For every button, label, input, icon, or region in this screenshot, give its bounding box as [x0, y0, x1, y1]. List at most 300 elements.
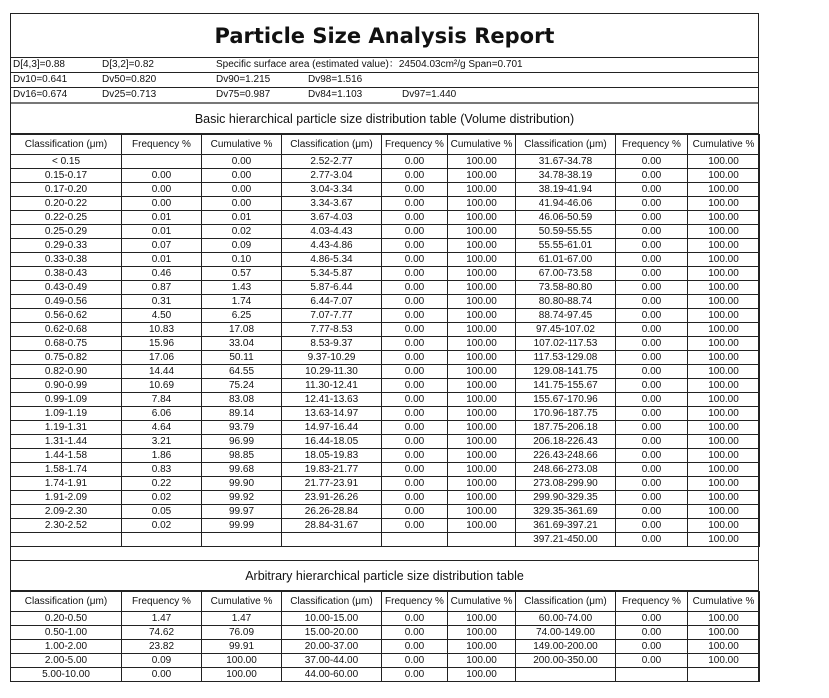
- table-cell: 187.75-206.18: [516, 421, 616, 435]
- column-header: Classification (μm): [516, 135, 616, 155]
- table-cell: 200.00-350.00: [516, 654, 616, 668]
- table-cell: 100.00: [448, 491, 516, 505]
- table-cell: 0.01: [202, 211, 282, 225]
- table-cell: 100.00: [688, 654, 760, 668]
- table-cell: 0.00: [382, 239, 448, 253]
- table-cell: 100.00: [448, 253, 516, 267]
- table-row: [11, 612, 760, 626]
- column-header: Frequency %: [382, 135, 448, 155]
- table-cell: 4.86-5.34: [282, 253, 382, 267]
- table-cell: 100.00: [448, 295, 516, 309]
- table-cell: 0.00: [122, 169, 202, 183]
- table-cell: 0.00: [382, 183, 448, 197]
- table-cell: [122, 533, 202, 547]
- column-header: Classification (μm): [516, 592, 616, 612]
- table-cell: 0.00: [616, 379, 688, 393]
- table-row: [11, 519, 760, 533]
- table-cell: 7.07-7.77: [282, 309, 382, 323]
- table-cell: 1.91-2.09: [11, 491, 122, 505]
- table-cell: 0.07: [122, 239, 202, 253]
- table-cell: 10.83: [122, 323, 202, 337]
- table-cell: 299.90-329.35: [516, 491, 616, 505]
- table-cell: 155.67-170.96: [516, 393, 616, 407]
- table-cell: 99.99: [202, 519, 282, 533]
- statistic-value: Dv84=1.103: [308, 89, 363, 100]
- table-cell: 0.00: [382, 365, 448, 379]
- table-cell: 0.00: [382, 337, 448, 351]
- table-cell: 100.00: [688, 491, 760, 505]
- table-cell: 6.44-7.07: [282, 295, 382, 309]
- table-cell: 361.69-397.21: [516, 519, 616, 533]
- table-cell: 0.00: [382, 654, 448, 668]
- table-cell: 0.00: [382, 281, 448, 295]
- table-cell: 99.68: [202, 463, 282, 477]
- table-cell: 100.00: [688, 253, 760, 267]
- table-cell: 100.00: [688, 155, 760, 169]
- table-cell: < 0.15: [11, 155, 122, 169]
- table-cell: 33.04: [202, 337, 282, 351]
- table-header-row: [11, 592, 760, 612]
- table-cell: 14.44: [122, 365, 202, 379]
- table-cell: 0.02: [122, 491, 202, 505]
- table-row: [11, 169, 760, 183]
- statistic-value: Dv90=1.215: [216, 74, 271, 85]
- table-cell: 0.00: [382, 169, 448, 183]
- table-cell: 17.08: [202, 323, 282, 337]
- table-cell: 100.00: [448, 365, 516, 379]
- column-header: Cumulative %: [688, 592, 760, 612]
- table-cell: 100.00: [448, 225, 516, 239]
- table-cell: 60.00-74.00: [516, 612, 616, 626]
- table-row: [11, 309, 760, 323]
- table-cell: 100.00: [688, 309, 760, 323]
- table-cell: 1.47: [202, 612, 282, 626]
- table-cell: 2.09-2.30: [11, 505, 122, 519]
- column-header: Cumulative %: [448, 592, 516, 612]
- table-cell: 100.00: [688, 505, 760, 519]
- table-cell: 0.46: [122, 267, 202, 281]
- table-cell: 0.00: [382, 407, 448, 421]
- table-cell: 0.00: [616, 253, 688, 267]
- table-cell: 5.34-5.87: [282, 267, 382, 281]
- table-cell: 4.43-4.86: [282, 239, 382, 253]
- table-cell: 100.00: [688, 281, 760, 295]
- table-row: [11, 267, 760, 281]
- statistic-value: Dv50=0.820: [102, 74, 157, 85]
- table-cell: 0.00: [382, 309, 448, 323]
- table-cell: 17.06: [122, 351, 202, 365]
- table-row: [11, 477, 760, 491]
- table-cell: 0.00: [382, 393, 448, 407]
- table-cell: [688, 668, 760, 682]
- table-cell: 100.00: [688, 337, 760, 351]
- table-row: [11, 155, 760, 169]
- table-cell: 0.00: [616, 393, 688, 407]
- table-cell: 0.00: [616, 225, 688, 239]
- table-cell: 0.00: [616, 654, 688, 668]
- table-cell: 100.00: [688, 407, 760, 421]
- column-header: Frequency %: [122, 135, 202, 155]
- table-cell: 97.45-107.02: [516, 323, 616, 337]
- statistic-value: D[4,3]=0.88: [13, 59, 65, 70]
- table-cell: 0.00: [382, 421, 448, 435]
- table-cell: 6.06: [122, 407, 202, 421]
- table-cell: 100.00: [688, 197, 760, 211]
- table-row: [11, 449, 760, 463]
- column-header: Classification (μm): [11, 135, 122, 155]
- column-header: Cumulative %: [202, 592, 282, 612]
- table-cell: 34.78-38.19: [516, 169, 616, 183]
- table-cell: 0.00: [616, 337, 688, 351]
- statistic-value: Dv75=0.987: [216, 89, 271, 100]
- table-cell: 0.00: [616, 477, 688, 491]
- table-cell: 397.21-450.00: [516, 533, 616, 547]
- table-cell: 0.09: [202, 239, 282, 253]
- table-cell: 100.00: [688, 519, 760, 533]
- column-header: Cumulative %: [202, 135, 282, 155]
- table-row: [11, 197, 760, 211]
- table-cell: 100.00: [688, 379, 760, 393]
- table-cell: 2.00-5.00: [11, 654, 122, 668]
- table-cell: 170.96-187.75: [516, 407, 616, 421]
- info-row: [11, 73, 758, 88]
- table-row: [11, 393, 760, 407]
- table-cell: 1.74-1.91: [11, 477, 122, 491]
- table-cell: [516, 668, 616, 682]
- table-cell: 2.52-2.77: [282, 155, 382, 169]
- table-cell: 100.00: [688, 295, 760, 309]
- table-cell: 4.03-4.43: [282, 225, 382, 239]
- table-cell: 100.00: [448, 337, 516, 351]
- table-cell: 0.00: [616, 183, 688, 197]
- table-cell: 89.14: [202, 407, 282, 421]
- table-cell: 100.00: [448, 668, 516, 682]
- table-cell: 0.00: [382, 211, 448, 225]
- table-cell: 100.00: [448, 155, 516, 169]
- column-header: Frequency %: [122, 592, 202, 612]
- table-cell: 100.00: [448, 211, 516, 225]
- report-title: Particle Size Analysis Report: [11, 14, 758, 58]
- table-cell: 100.00: [688, 169, 760, 183]
- table-cell: 3.34-3.67: [282, 197, 382, 211]
- table-cell: 0.00: [616, 295, 688, 309]
- info-row: [11, 88, 758, 104]
- table-cell: [282, 533, 382, 547]
- table-cell: 0.00: [616, 640, 688, 654]
- table-cell: 50.11: [202, 351, 282, 365]
- table-cell: 0.00: [382, 449, 448, 463]
- table-cell: 100.00: [448, 323, 516, 337]
- table-cell: 1.44-1.58: [11, 449, 122, 463]
- table-cell: 26.26-28.84: [282, 505, 382, 519]
- table-cell: [448, 533, 516, 547]
- table-cell: 0.00: [616, 155, 688, 169]
- table-cell: 80.80-88.74: [516, 295, 616, 309]
- table-cell: 0.00: [122, 668, 202, 682]
- table-cell: 226.43-248.66: [516, 449, 616, 463]
- table-cell: 41.94-46.06: [516, 197, 616, 211]
- table-cell: 0.00: [382, 435, 448, 449]
- table-cell: 100.00: [448, 449, 516, 463]
- table-cell: 67.00-73.58: [516, 267, 616, 281]
- table-cell: 0.56-0.62: [11, 309, 122, 323]
- column-header: Frequency %: [616, 592, 688, 612]
- table-cell: 99.97: [202, 505, 282, 519]
- table-cell: 0.00: [616, 309, 688, 323]
- table-cell: 3.67-4.03: [282, 211, 382, 225]
- table-cell: 8.53-9.37: [282, 337, 382, 351]
- table-cell: 100.00: [448, 435, 516, 449]
- table-row: [11, 379, 760, 393]
- table-cell: 129.08-141.75: [516, 365, 616, 379]
- table-cell: 0.83: [122, 463, 202, 477]
- table-cell: 5.87-6.44: [282, 281, 382, 295]
- table-cell: 1.09-1.19: [11, 407, 122, 421]
- table-cell: 0.43-0.49: [11, 281, 122, 295]
- table-cell: 37.00-44.00: [282, 654, 382, 668]
- table-cell: 0.00: [616, 365, 688, 379]
- table-cell: 18.05-19.83: [282, 449, 382, 463]
- table-cell: 100.00: [448, 463, 516, 477]
- table-cell: 6.25: [202, 309, 282, 323]
- table-cell: [11, 533, 122, 547]
- column-header: Classification (μm): [282, 135, 382, 155]
- table-cell: 0.00: [202, 197, 282, 211]
- table-cell: 0.00: [616, 626, 688, 640]
- table-cell: 0.00: [616, 421, 688, 435]
- table-cell: 64.55: [202, 365, 282, 379]
- table-cell: 248.66-273.08: [516, 463, 616, 477]
- table-cell: 15.00-20.00: [282, 626, 382, 640]
- table-cell: 3.21: [122, 435, 202, 449]
- table-cell: 74.62: [122, 626, 202, 640]
- table-cell: 0.90-0.99: [11, 379, 122, 393]
- table-cell: 100.00: [448, 351, 516, 365]
- table-cell: 0.05: [122, 505, 202, 519]
- table-cell: 1.58-1.74: [11, 463, 122, 477]
- table-cell: 100.00: [448, 183, 516, 197]
- arbitrary-distribution-table: [10, 591, 760, 682]
- table-cell: 0.00: [616, 267, 688, 281]
- statistic-value: Dv97=1.440: [402, 89, 457, 100]
- table-cell: [382, 533, 448, 547]
- table-row: [11, 295, 760, 309]
- table-cell: 0.00: [616, 281, 688, 295]
- table-cell: 44.00-60.00: [282, 668, 382, 682]
- table-cell: 100.00: [688, 211, 760, 225]
- table-cell: 149.00-200.00: [516, 640, 616, 654]
- table-cell: 0.00: [616, 612, 688, 626]
- table-cell: 0.00: [382, 379, 448, 393]
- table-cell: 0.22-0.25: [11, 211, 122, 225]
- table-cell: 0.00: [616, 211, 688, 225]
- table-cell: 0.00: [202, 183, 282, 197]
- table-row: [11, 365, 760, 379]
- table-cell: 0.00: [616, 169, 688, 183]
- table-cell: 93.79: [202, 421, 282, 435]
- table-cell: 0.00: [382, 225, 448, 239]
- table-cell: 107.02-117.53: [516, 337, 616, 351]
- table-cell: 75.24: [202, 379, 282, 393]
- table-row: [11, 533, 760, 547]
- table-row: [11, 225, 760, 239]
- table-cell: 100.00: [448, 393, 516, 407]
- column-header: Classification (μm): [11, 592, 122, 612]
- table-cell: 96.99: [202, 435, 282, 449]
- table-cell: 100.00: [688, 533, 760, 547]
- table-cell: 0.00: [382, 253, 448, 267]
- table-cell: 0.09: [122, 654, 202, 668]
- table-cell: 100.00: [448, 267, 516, 281]
- table-cell: 0.00: [616, 407, 688, 421]
- table-cell: 100.00: [448, 505, 516, 519]
- table-cell: 0.33-0.38: [11, 253, 122, 267]
- table-cell: 50.59-55.55: [516, 225, 616, 239]
- table-cell: 0.68-0.75: [11, 337, 122, 351]
- table-cell: 0.00: [382, 612, 448, 626]
- table-cell: 15.96: [122, 337, 202, 351]
- table-cell: 0.99-1.09: [11, 393, 122, 407]
- table-cell: 0.00: [382, 463, 448, 477]
- table-row: [11, 211, 760, 225]
- table-cell: 61.01-67.00: [516, 253, 616, 267]
- table-cell: 23.91-26.26: [282, 491, 382, 505]
- table-cell: 0.57: [202, 267, 282, 281]
- table-cell: 0.15-0.17: [11, 169, 122, 183]
- table-cell: 38.19-41.94: [516, 183, 616, 197]
- table-cell: 1.43: [202, 281, 282, 295]
- table-cell: 0.62-0.68: [11, 323, 122, 337]
- table-cell: 100.00: [688, 393, 760, 407]
- table-row: [11, 407, 760, 421]
- table-cell: 0.00: [382, 668, 448, 682]
- table-cell: 2.77-3.04: [282, 169, 382, 183]
- table-cell: 12.41-13.63: [282, 393, 382, 407]
- table-cell: 0.50-1.00: [11, 626, 122, 640]
- statistic-value: Dv98=1.516: [308, 74, 363, 85]
- table-row: [11, 668, 760, 682]
- table-cell: 100.00: [448, 407, 516, 421]
- table-cell: 100.00: [688, 612, 760, 626]
- table-cell: 9.37-10.29: [282, 351, 382, 365]
- section-divider: [11, 547, 758, 561]
- table-cell: 100.00: [448, 612, 516, 626]
- table-row: [11, 626, 760, 640]
- table-cell: 0.00: [382, 519, 448, 533]
- table-cell: 100.00: [448, 197, 516, 211]
- table-cell: 28.84-31.67: [282, 519, 382, 533]
- table-cell: 0.00: [616, 463, 688, 477]
- column-header: Cumulative %: [688, 135, 760, 155]
- particle-size-report: [10, 13, 759, 682]
- table-row: [11, 491, 760, 505]
- table-cell: 100.00: [688, 183, 760, 197]
- table-cell: 0.00: [122, 183, 202, 197]
- table-cell: 0.20-0.22: [11, 197, 122, 211]
- table-cell: 100.00: [688, 365, 760, 379]
- table-cell: 0.00: [382, 491, 448, 505]
- table-cell: 10.29-11.30: [282, 365, 382, 379]
- info-row: [11, 58, 758, 73]
- table-cell: 1.19-1.31: [11, 421, 122, 435]
- table-row: [11, 337, 760, 351]
- table-cell: 0.01: [122, 211, 202, 225]
- table-row: [11, 463, 760, 477]
- table-cell: 0.00: [122, 197, 202, 211]
- table-cell: 73.58-80.80: [516, 281, 616, 295]
- table-row: [11, 640, 760, 654]
- table-row: [11, 654, 760, 668]
- table-cell: 100.00: [448, 379, 516, 393]
- column-header: Frequency %: [616, 135, 688, 155]
- table-cell: 0.00: [616, 239, 688, 253]
- table-cell: 74.00-149.00: [516, 626, 616, 640]
- table-cell: 100.00: [448, 281, 516, 295]
- table-cell: 5.00-10.00: [11, 668, 122, 682]
- table-cell: 100.00: [688, 225, 760, 239]
- statistic-value: D[3,2]=0.82: [102, 59, 154, 70]
- table-cell: 20.00-37.00: [282, 640, 382, 654]
- table-cell: 100.00: [448, 309, 516, 323]
- table-cell: 1.86: [122, 449, 202, 463]
- statistic-value: Specific surface area (estimated value)：24504.03cm²/g Span=0.701: [216, 59, 523, 70]
- table-cell: 0.00: [616, 323, 688, 337]
- table-cell: 46.06-50.59: [516, 211, 616, 225]
- table-cell: 100.00: [448, 169, 516, 183]
- basic-table-title: Basic hierarchical particle size distribution table (Volume distribution): [11, 104, 758, 134]
- table-cell: 100.00: [202, 668, 282, 682]
- table-cell: 0.01: [122, 225, 202, 239]
- table-row: [11, 421, 760, 435]
- table-cell: 0.49-0.56: [11, 295, 122, 309]
- table-cell: 0.17-0.20: [11, 183, 122, 197]
- table-cell: 100.00: [448, 654, 516, 668]
- table-cell: 0.00: [382, 197, 448, 211]
- table-cell: 273.08-299.90: [516, 477, 616, 491]
- table-cell: 0.00: [382, 155, 448, 169]
- table-cell: 100.00: [688, 640, 760, 654]
- column-header: Cumulative %: [448, 135, 516, 155]
- table-cell: 3.04-3.34: [282, 183, 382, 197]
- table-row: [11, 351, 760, 365]
- table-cell: 100.00: [688, 449, 760, 463]
- table-cell: 100.00: [448, 239, 516, 253]
- table-cell: 100.00: [448, 421, 516, 435]
- table-cell: 99.91: [202, 640, 282, 654]
- table-row: [11, 183, 760, 197]
- table-cell: 0.75-0.82: [11, 351, 122, 365]
- table-cell: 0.00: [382, 505, 448, 519]
- table-cell: 88.74-97.45: [516, 309, 616, 323]
- table-cell: 100.00: [688, 421, 760, 435]
- column-header: Classification (μm): [282, 592, 382, 612]
- table-cell: 0.00: [616, 505, 688, 519]
- table-cell: 0.00: [616, 491, 688, 505]
- column-header: Frequency %: [382, 592, 448, 612]
- table-row: [11, 239, 760, 253]
- table-cell: 100.00: [688, 239, 760, 253]
- table-cell: 76.09: [202, 626, 282, 640]
- table-cell: 100.00: [688, 323, 760, 337]
- table-cell: 0.00: [616, 351, 688, 365]
- table-cell: 100.00: [688, 351, 760, 365]
- table-cell: 0.87: [122, 281, 202, 295]
- table-cell: 1.74: [202, 295, 282, 309]
- table-cell: 100.00: [448, 519, 516, 533]
- table-cell: 7.84: [122, 393, 202, 407]
- table-cell: 0.10: [202, 253, 282, 267]
- table-cell: 100.00: [688, 267, 760, 281]
